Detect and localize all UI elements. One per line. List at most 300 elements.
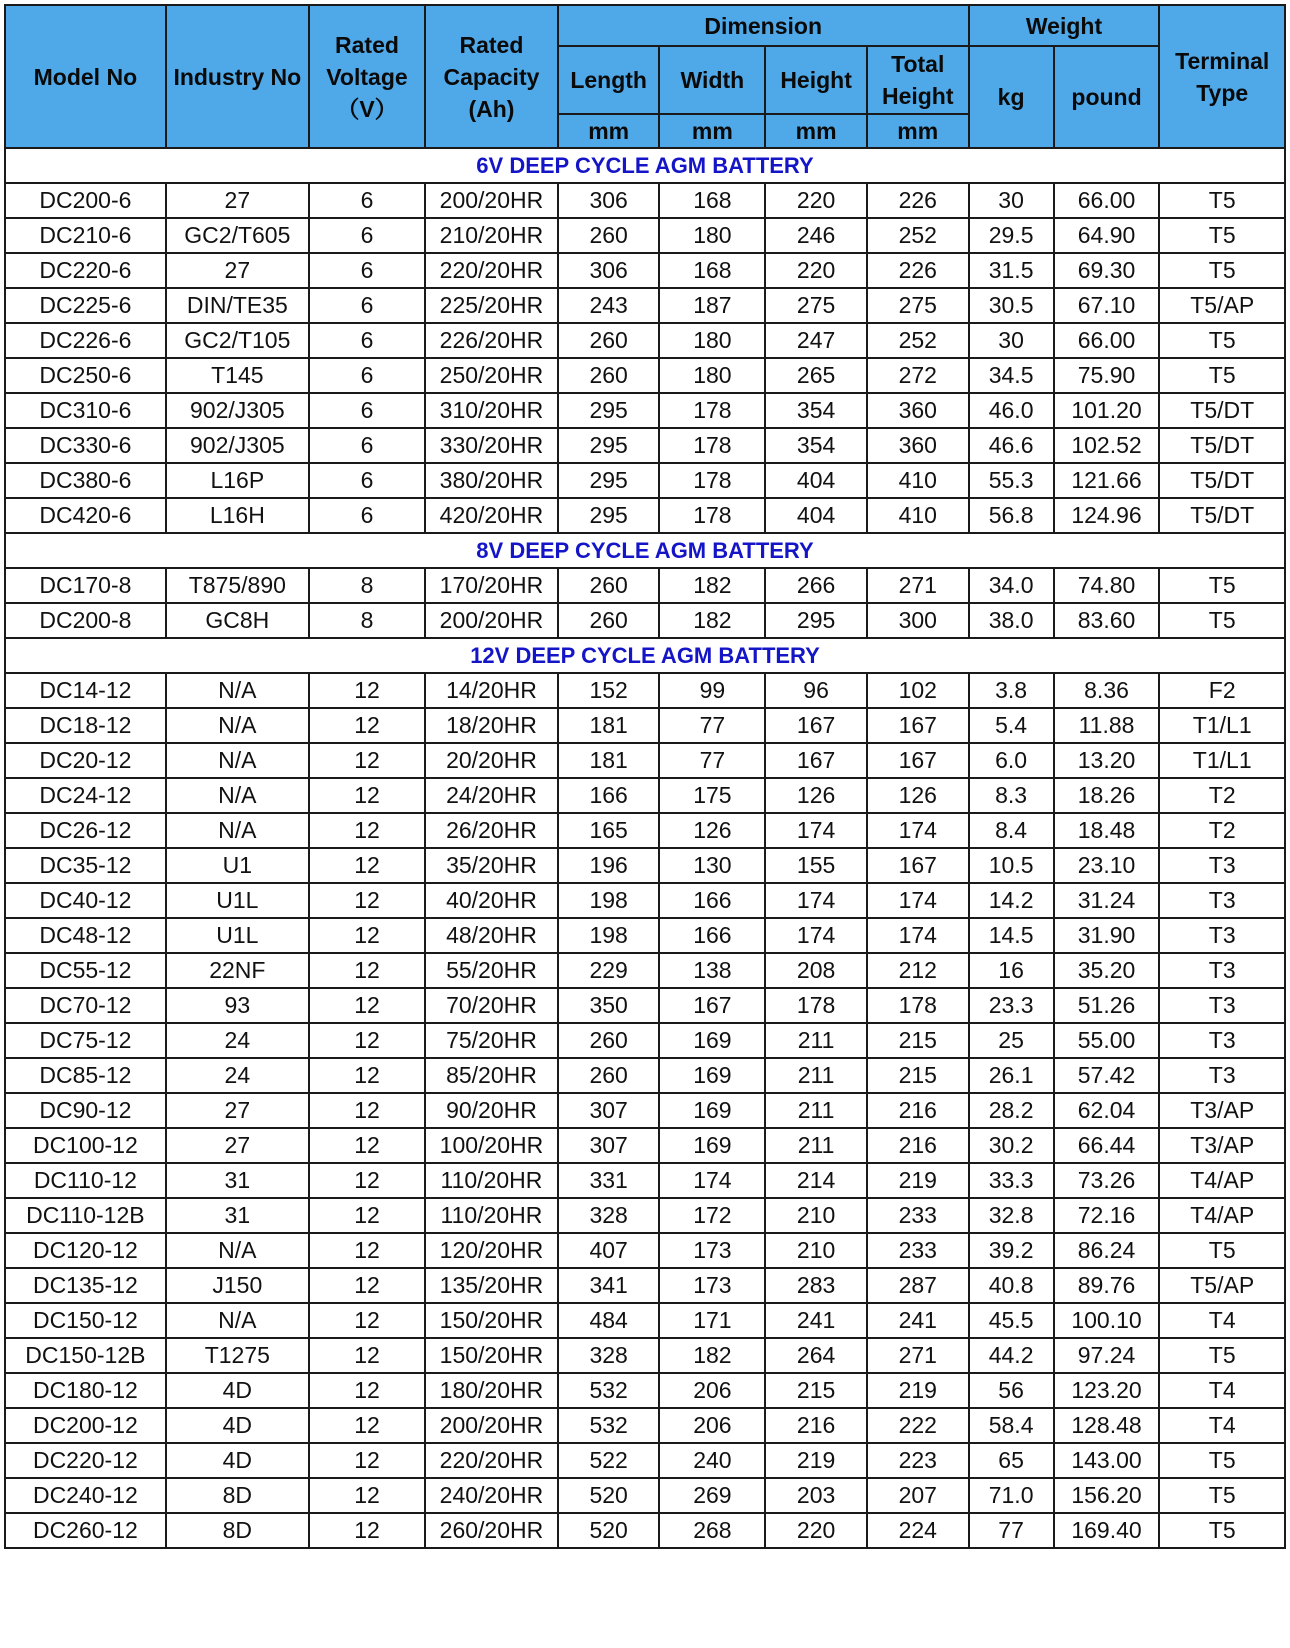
cell-width: 169 — [659, 1058, 765, 1093]
cell-weight-pound: 72.16 — [1054, 1198, 1160, 1233]
cell-width: 126 — [659, 813, 765, 848]
cell-weight-kg: 30.5 — [969, 288, 1054, 323]
cell-total-height: 178 — [867, 988, 969, 1023]
cell-industry-no: 93 — [166, 988, 309, 1023]
cell-terminal-type: T4/AP — [1159, 1163, 1285, 1198]
table-row — [5, 253, 1285, 288]
cell-weight-pound: 23.10 — [1054, 848, 1160, 883]
cell-weight-kg: 44.2 — [969, 1338, 1054, 1373]
cell-height: 246 — [765, 218, 867, 253]
cell-rated-capacity: 90/20HR — [425, 1093, 558, 1128]
cell-height: 264 — [765, 1338, 867, 1373]
cell-rated-capacity: 40/20HR — [425, 883, 558, 918]
cell-rated-capacity: 200/20HR — [425, 603, 558, 638]
cell-weight-pound: 62.04 — [1054, 1093, 1160, 1128]
cell-total-height: 167 — [867, 708, 969, 743]
cell-weight-kg: 10.5 — [969, 848, 1054, 883]
cell-total-height: 287 — [867, 1268, 969, 1303]
cell-rated-voltage: 12 — [309, 673, 425, 708]
cell-total-height: 271 — [867, 1338, 969, 1373]
cell-rated-voltage: 12 — [309, 1268, 425, 1303]
cell-weight-pound: 169.40 — [1054, 1513, 1160, 1548]
cell-rated-voltage: 6 — [309, 323, 425, 358]
header-length: Length — [558, 46, 660, 114]
cell-width: 167 — [659, 988, 765, 1023]
cell-width: 182 — [659, 568, 765, 603]
cell-total-height: 216 — [867, 1128, 969, 1163]
cell-length: 307 — [558, 1093, 660, 1128]
cell-total-height: 167 — [867, 743, 969, 778]
cell-weight-pound: 121.66 — [1054, 463, 1160, 498]
cell-height: 219 — [765, 1443, 867, 1478]
cell-industry-no: DIN/TE35 — [166, 288, 309, 323]
cell-height: 211 — [765, 1023, 867, 1058]
cell-total-height: 174 — [867, 918, 969, 953]
cell-weight-kg: 29.5 — [969, 218, 1054, 253]
table-row — [5, 218, 1285, 253]
table-row — [5, 288, 1285, 323]
header-total-height-line2: Height — [881, 83, 954, 109]
cell-terminal-type: T5 — [1159, 323, 1285, 358]
cell-width: 166 — [659, 883, 765, 918]
cell-height: 295 — [765, 603, 867, 638]
cell-weight-kg: 32.8 — [969, 1198, 1054, 1233]
cell-rated-voltage: 12 — [309, 918, 425, 953]
cell-terminal-type: T5 — [1159, 1513, 1285, 1548]
cell-weight-kg: 38.0 — [969, 603, 1054, 638]
cell-length: 295 — [558, 498, 660, 533]
cell-length: 260 — [558, 218, 660, 253]
cell-height: 220 — [765, 1513, 867, 1548]
cell-weight-pound: 8.36 — [1054, 673, 1160, 708]
cell-rated-capacity: 55/20HR — [425, 953, 558, 988]
cell-rated-voltage: 12 — [309, 1443, 425, 1478]
cell-length: 181 — [558, 708, 660, 743]
cell-length: 198 — [558, 918, 660, 953]
cell-terminal-type: T5 — [1159, 1478, 1285, 1513]
cell-weight-pound: 123.20 — [1054, 1373, 1160, 1408]
cell-model-no: DC35-12 — [5, 848, 166, 883]
table-row — [5, 1058, 1285, 1093]
cell-terminal-type: T4/AP — [1159, 1198, 1285, 1233]
cell-weight-pound: 73.26 — [1054, 1163, 1160, 1198]
cell-weight-kg: 5.4 — [969, 708, 1054, 743]
cell-width: 99 — [659, 673, 765, 708]
cell-width: 77 — [659, 708, 765, 743]
cell-industry-no: U1L — [166, 918, 309, 953]
cell-industry-no: N/A — [166, 813, 309, 848]
cell-weight-kg: 25 — [969, 1023, 1054, 1058]
cell-weight-pound: 101.20 — [1054, 393, 1160, 428]
cell-width: 173 — [659, 1268, 765, 1303]
header-rated-voltage-line3: （V） — [336, 95, 398, 122]
cell-length: 260 — [558, 1023, 660, 1058]
cell-length: 532 — [558, 1373, 660, 1408]
cell-model-no: DC150-12B — [5, 1338, 166, 1373]
cell-industry-no: L16P — [166, 463, 309, 498]
cell-weight-kg: 56 — [969, 1373, 1054, 1408]
cell-rated-voltage: 6 — [309, 183, 425, 218]
table-row — [5, 1128, 1285, 1163]
cell-width: 187 — [659, 288, 765, 323]
cell-rated-voltage: 6 — [309, 393, 425, 428]
table-row — [5, 428, 1285, 463]
cell-weight-kg: 58.4 — [969, 1408, 1054, 1443]
cell-length: 295 — [558, 393, 660, 428]
cell-model-no: DC150-12 — [5, 1303, 166, 1338]
table-row — [5, 1408, 1285, 1443]
cell-width: 169 — [659, 1128, 765, 1163]
cell-rated-capacity: 18/20HR — [425, 708, 558, 743]
cell-rated-capacity: 225/20HR — [425, 288, 558, 323]
table-row — [5, 1338, 1285, 1373]
cell-weight-kg: 3.8 — [969, 673, 1054, 708]
cell-width: 180 — [659, 218, 765, 253]
cell-weight-kg: 34.5 — [969, 358, 1054, 393]
cell-rated-voltage: 12 — [309, 813, 425, 848]
cell-total-height: 226 — [867, 253, 969, 288]
cell-length: 260 — [558, 323, 660, 358]
cell-height: 167 — [765, 743, 867, 778]
cell-rated-voltage: 12 — [309, 1303, 425, 1338]
cell-length: 522 — [558, 1443, 660, 1478]
cell-industry-no: 8D — [166, 1513, 309, 1548]
cell-weight-kg: 14.2 — [969, 883, 1054, 918]
cell-weight-kg: 56.8 — [969, 498, 1054, 533]
section-row — [5, 148, 1285, 183]
cell-width: 130 — [659, 848, 765, 883]
cell-model-no: DC90-12 — [5, 1093, 166, 1128]
cell-rated-voltage: 12 — [309, 988, 425, 1023]
cell-rated-capacity: 330/20HR — [425, 428, 558, 463]
cell-length: 331 — [558, 1163, 660, 1198]
cell-total-height: 102 — [867, 673, 969, 708]
header-kg: kg — [969, 46, 1054, 148]
cell-industry-no: 4D — [166, 1443, 309, 1478]
cell-rated-capacity: 48/20HR — [425, 918, 558, 953]
cell-width: 169 — [659, 1093, 765, 1128]
cell-industry-no: 24 — [166, 1058, 309, 1093]
cell-weight-pound: 11.88 — [1054, 708, 1160, 743]
cell-length: 295 — [558, 463, 660, 498]
table-row — [5, 1093, 1285, 1128]
cell-industry-no: N/A — [166, 1233, 309, 1268]
cell-industry-no: 27 — [166, 1093, 309, 1128]
cell-model-no: DC260-12 — [5, 1513, 166, 1548]
cell-terminal-type: T5/DT — [1159, 463, 1285, 498]
cell-terminal-type: T4 — [1159, 1303, 1285, 1338]
cell-width: 175 — [659, 778, 765, 813]
cell-width: 206 — [659, 1408, 765, 1443]
header-unit-width: mm — [659, 114, 765, 148]
cell-width: 178 — [659, 393, 765, 428]
cell-height: 155 — [765, 848, 867, 883]
cell-model-no: DC180-12 — [5, 1373, 166, 1408]
cell-total-height: 222 — [867, 1408, 969, 1443]
cell-terminal-type: T3 — [1159, 988, 1285, 1023]
cell-length: 260 — [558, 1058, 660, 1093]
cell-height: 211 — [765, 1058, 867, 1093]
table-row — [5, 1513, 1285, 1548]
cell-width: 268 — [659, 1513, 765, 1548]
cell-height: 215 — [765, 1373, 867, 1408]
header-rated-voltage-line1: Rated — [335, 31, 399, 58]
cell-rated-capacity: 220/20HR — [425, 253, 558, 288]
cell-weight-kg: 30 — [969, 323, 1054, 358]
cell-total-height: 360 — [867, 428, 969, 463]
cell-rated-voltage: 12 — [309, 778, 425, 813]
cell-rated-capacity: 24/20HR — [425, 778, 558, 813]
cell-rated-voltage: 12 — [309, 1058, 425, 1093]
cell-model-no: DC70-12 — [5, 988, 166, 1023]
cell-height: 220 — [765, 183, 867, 218]
cell-weight-pound: 13.20 — [1054, 743, 1160, 778]
header-unit-height: mm — [765, 114, 867, 148]
cell-weight-pound: 128.48 — [1054, 1408, 1160, 1443]
cell-width: 169 — [659, 1023, 765, 1058]
cell-terminal-type: T2 — [1159, 813, 1285, 848]
cell-terminal-type: T5 — [1159, 1338, 1285, 1373]
cell-model-no: DC110-12B — [5, 1198, 166, 1233]
cell-model-no: DC40-12 — [5, 883, 166, 918]
cell-rated-capacity: 135/20HR — [425, 1268, 558, 1303]
cell-industry-no: T145 — [166, 358, 309, 393]
cell-total-height: 252 — [867, 218, 969, 253]
cell-length: 306 — [558, 253, 660, 288]
cell-height: 354 — [765, 393, 867, 428]
header-unit-total-height: mm — [867, 114, 969, 148]
cell-weight-pound: 86.24 — [1054, 1233, 1160, 1268]
cell-model-no: DC420-6 — [5, 498, 166, 533]
cell-total-height: 410 — [867, 463, 969, 498]
cell-width: 180 — [659, 358, 765, 393]
cell-weight-kg: 8.4 — [969, 813, 1054, 848]
cell-total-height: 300 — [867, 603, 969, 638]
cell-model-no: DC220-6 — [5, 253, 166, 288]
cell-rated-capacity: 110/20HR — [425, 1163, 558, 1198]
cell-terminal-type: F2 — [1159, 673, 1285, 708]
cell-industry-no: 27 — [166, 1128, 309, 1163]
header-model-no: Model No — [5, 5, 166, 148]
cell-height: 203 — [765, 1478, 867, 1513]
cell-height: 404 — [765, 498, 867, 533]
cell-industry-no: U1L — [166, 883, 309, 918]
table-row — [5, 1268, 1285, 1303]
cell-terminal-type: T5 — [1159, 1443, 1285, 1478]
cell-model-no: DC225-6 — [5, 288, 166, 323]
cell-weight-kg: 28.2 — [969, 1093, 1054, 1128]
cell-industry-no: GC2/T105 — [166, 323, 309, 358]
cell-rated-capacity: 220/20HR — [425, 1443, 558, 1478]
cell-rated-capacity: 14/20HR — [425, 673, 558, 708]
cell-total-height: 233 — [867, 1233, 969, 1268]
section-title: 6V DEEP CYCLE AGM BATTERY — [5, 148, 1285, 183]
header-terminal-type-line1: Terminal — [1175, 47, 1270, 74]
cell-total-height: 233 — [867, 1198, 969, 1233]
cell-weight-pound: 51.26 — [1054, 988, 1160, 1023]
table-row — [5, 358, 1285, 393]
cell-weight-pound: 100.10 — [1054, 1303, 1160, 1338]
cell-height: 220 — [765, 253, 867, 288]
cell-terminal-type: T3 — [1159, 848, 1285, 883]
header-rated-voltage — [309, 5, 425, 148]
cell-rated-capacity: 420/20HR — [425, 498, 558, 533]
cell-width: 178 — [659, 428, 765, 463]
cell-length: 520 — [558, 1513, 660, 1548]
cell-rated-capacity: 310/20HR — [425, 393, 558, 428]
table-row — [5, 883, 1285, 918]
table-row — [5, 498, 1285, 533]
table-row — [5, 708, 1285, 743]
cell-weight-pound: 124.96 — [1054, 498, 1160, 533]
cell-rated-voltage: 6 — [309, 463, 425, 498]
table-header — [5, 5, 1285, 148]
cell-model-no: DC135-12 — [5, 1268, 166, 1303]
table-row — [5, 568, 1285, 603]
cell-model-no: DC18-12 — [5, 708, 166, 743]
cell-rated-capacity: 250/20HR — [425, 358, 558, 393]
cell-weight-pound: 83.60 — [1054, 603, 1160, 638]
cell-rated-voltage: 12 — [309, 1198, 425, 1233]
header-rated-voltage-line2: Voltage — [326, 63, 408, 90]
cell-model-no: DC48-12 — [5, 918, 166, 953]
cell-model-no: DC240-12 — [5, 1478, 166, 1513]
header-pound: pound — [1054, 46, 1160, 148]
cell-model-no: DC200-12 — [5, 1408, 166, 1443]
cell-industry-no: T1275 — [166, 1338, 309, 1373]
section-row — [5, 638, 1285, 673]
cell-height: 283 — [765, 1268, 867, 1303]
table-body — [5, 148, 1285, 1548]
cell-weight-pound: 18.26 — [1054, 778, 1160, 813]
cell-rated-voltage: 6 — [309, 428, 425, 463]
cell-height: 174 — [765, 883, 867, 918]
cell-width: 166 — [659, 918, 765, 953]
cell-rated-voltage: 12 — [309, 1128, 425, 1163]
header-weight: Weight — [969, 5, 1160, 46]
section-title: 12V DEEP CYCLE AGM BATTERY — [5, 638, 1285, 673]
cell-rated-capacity: 120/20HR — [425, 1233, 558, 1268]
cell-height: 354 — [765, 428, 867, 463]
cell-industry-no: N/A — [166, 708, 309, 743]
cell-weight-pound: 156.20 — [1054, 1478, 1160, 1513]
cell-total-height: 410 — [867, 498, 969, 533]
cell-weight-pound: 31.24 — [1054, 883, 1160, 918]
cell-weight-kg: 46.6 — [969, 428, 1054, 463]
cell-width: 206 — [659, 1373, 765, 1408]
cell-length: 181 — [558, 743, 660, 778]
header-unit-length: mm — [558, 114, 660, 148]
cell-total-height: 241 — [867, 1303, 969, 1338]
cell-rated-capacity: 150/20HR — [425, 1338, 558, 1373]
cell-rated-capacity: 100/20HR — [425, 1128, 558, 1163]
cell-industry-no: 31 — [166, 1198, 309, 1233]
cell-terminal-type: T3 — [1159, 918, 1285, 953]
cell-model-no: DC226-6 — [5, 323, 166, 358]
cell-rated-capacity: 200/20HR — [425, 1408, 558, 1443]
cell-rated-voltage: 12 — [309, 1163, 425, 1198]
cell-industry-no: U1 — [166, 848, 309, 883]
cell-industry-no: N/A — [166, 743, 309, 778]
cell-weight-kg: 30 — [969, 183, 1054, 218]
cell-rated-capacity: 180/20HR — [425, 1373, 558, 1408]
cell-terminal-type: T5 — [1159, 1233, 1285, 1268]
table-row — [5, 1198, 1285, 1233]
cell-rated-capacity: 240/20HR — [425, 1478, 558, 1513]
cell-rated-voltage: 12 — [309, 1093, 425, 1128]
cell-terminal-type: T5 — [1159, 603, 1285, 638]
cell-length: 198 — [558, 883, 660, 918]
cell-rated-voltage: 6 — [309, 498, 425, 533]
cell-width: 168 — [659, 253, 765, 288]
cell-length: 196 — [558, 848, 660, 883]
cell-height: 216 — [765, 1408, 867, 1443]
cell-rated-voltage: 6 — [309, 253, 425, 288]
cell-terminal-type: T3 — [1159, 1023, 1285, 1058]
cell-width: 180 — [659, 323, 765, 358]
cell-rated-voltage: 6 — [309, 218, 425, 253]
cell-weight-pound: 64.90 — [1054, 218, 1160, 253]
table-row — [5, 1023, 1285, 1058]
cell-terminal-type: T4 — [1159, 1373, 1285, 1408]
cell-terminal-type: T3/AP — [1159, 1093, 1285, 1128]
cell-length: 260 — [558, 603, 660, 638]
table-row — [5, 1303, 1285, 1338]
cell-industry-no: 27 — [166, 183, 309, 218]
cell-weight-pound: 66.00 — [1054, 183, 1160, 218]
cell-length: 243 — [558, 288, 660, 323]
cell-model-no: DC85-12 — [5, 1058, 166, 1093]
cell-width: 178 — [659, 498, 765, 533]
cell-weight-kg: 71.0 — [969, 1478, 1054, 1513]
cell-rated-capacity: 35/20HR — [425, 848, 558, 883]
cell-weight-kg: 30.2 — [969, 1128, 1054, 1163]
cell-height: 265 — [765, 358, 867, 393]
table-row — [5, 743, 1285, 778]
cell-rated-voltage: 12 — [309, 1233, 425, 1268]
cell-weight-kg: 77 — [969, 1513, 1054, 1548]
cell-industry-no: N/A — [166, 1303, 309, 1338]
table-row — [5, 918, 1285, 953]
cell-rated-voltage: 12 — [309, 953, 425, 988]
cell-industry-no: N/A — [166, 673, 309, 708]
cell-rated-voltage: 12 — [309, 848, 425, 883]
table-row — [5, 813, 1285, 848]
cell-height: 167 — [765, 708, 867, 743]
cell-height: 275 — [765, 288, 867, 323]
cell-weight-pound: 66.00 — [1054, 323, 1160, 358]
cell-model-no: DC55-12 — [5, 953, 166, 988]
cell-height: 214 — [765, 1163, 867, 1198]
header-rated-capacity-line1: Rated — [459, 31, 524, 58]
cell-terminal-type: T3/AP — [1159, 1128, 1285, 1163]
cell-weight-kg: 40.8 — [969, 1268, 1054, 1303]
cell-terminal-type: T3 — [1159, 1058, 1285, 1093]
cell-rated-voltage: 6 — [309, 358, 425, 393]
cell-total-height: 271 — [867, 568, 969, 603]
cell-model-no: DC75-12 — [5, 1023, 166, 1058]
cell-weight-kg: 8.3 — [969, 778, 1054, 813]
cell-industry-no: J150 — [166, 1268, 309, 1303]
cell-width: 77 — [659, 743, 765, 778]
cell-height: 404 — [765, 463, 867, 498]
cell-width: 171 — [659, 1303, 765, 1338]
cell-rated-voltage: 12 — [309, 883, 425, 918]
cell-rated-capacity: 75/20HR — [425, 1023, 558, 1058]
cell-model-no: DC200-6 — [5, 183, 166, 218]
cell-model-no: DC380-6 — [5, 463, 166, 498]
cell-terminal-type: T5 — [1159, 253, 1285, 288]
